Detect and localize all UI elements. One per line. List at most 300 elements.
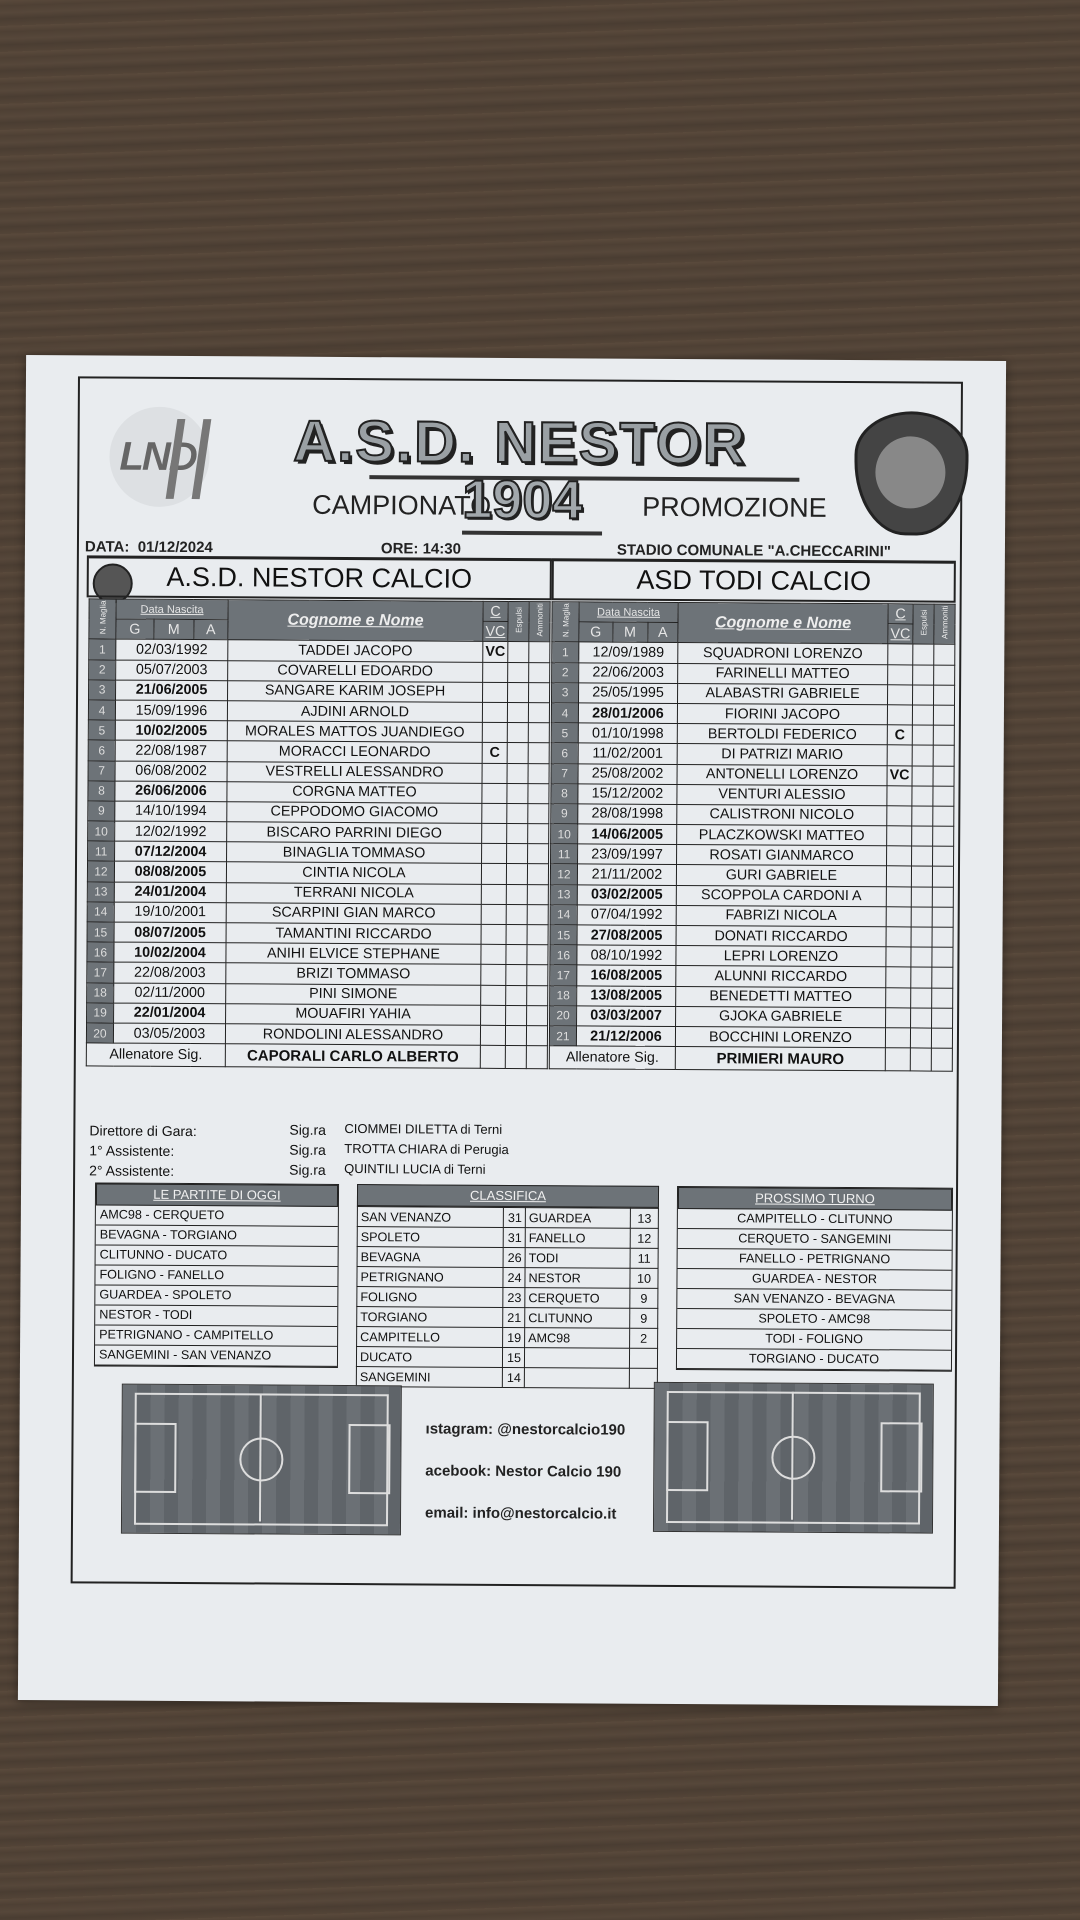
captain-mark <box>887 826 912 846</box>
birth-date: 16/08/2005 <box>577 965 676 986</box>
booked-cell <box>527 884 548 904</box>
officials-block <box>89 1120 949 1185</box>
standings-team: FANELLO <box>525 1228 630 1249</box>
birth-date: 22/08/1987 <box>115 740 227 761</box>
official-title: Sig.ra <box>289 1161 326 1178</box>
booked-cell <box>526 1026 547 1046</box>
table-row <box>550 985 953 1008</box>
standings-team: SAN VENANZO <box>357 1207 503 1228</box>
expelled-cell <box>911 1008 932 1028</box>
expelled-cell <box>506 904 527 924</box>
birth-date: 10/02/2005 <box>115 720 227 741</box>
jersey-number: 14 <box>550 905 577 925</box>
standings-points: 21 <box>503 1307 525 1327</box>
list-item: AMC98 - CERQUETO <box>96 1205 338 1226</box>
birth-date: 21/12/2006 <box>576 1026 675 1047</box>
table-row <box>551 703 954 726</box>
captain-mark <box>885 1028 910 1048</box>
date-row <box>85 538 213 556</box>
player-name: GJOKA GABRIELE <box>676 1006 886 1027</box>
standings-team <box>524 1368 629 1389</box>
table-row <box>87 962 548 985</box>
time-row <box>381 540 461 557</box>
table-row <box>89 680 550 703</box>
expelled-cell <box>507 783 528 803</box>
birth-date: 12/09/1989 <box>579 642 678 663</box>
expelled-cell <box>506 1005 527 1025</box>
expelled-cell <box>912 725 933 745</box>
jersey-number: 10 <box>88 821 115 841</box>
expelled-cell <box>912 786 933 806</box>
expelled-cell <box>507 702 528 722</box>
captain-mark <box>483 662 508 682</box>
captain-mark <box>888 664 913 684</box>
expelled-cell <box>506 945 527 965</box>
expelled-cell <box>912 745 933 765</box>
booked-cell <box>528 803 549 823</box>
coach-cell-e <box>910 1048 931 1071</box>
jersey-number: 3 <box>552 682 579 702</box>
captain-mark <box>886 927 911 947</box>
player-name: BERTOLDI FEDERICO <box>677 724 887 745</box>
list-item: TODI - FOLIGNO <box>677 1329 951 1351</box>
list-item: CLITUNNO - DUCATO <box>96 1245 338 1266</box>
captain-header: C <box>888 604 913 624</box>
expelled-cell <box>507 723 528 743</box>
table-row <box>550 1005 953 1028</box>
standings-points: 13 <box>630 1208 658 1228</box>
player-name: FABRIZI NICOLA <box>676 905 886 926</box>
standings-points: 19 <box>503 1327 525 1347</box>
captain-mark <box>481 985 506 1005</box>
captain-mark <box>886 886 911 906</box>
captain-mark <box>886 987 911 1007</box>
table-row <box>550 945 953 968</box>
coach-cell-c <box>480 1045 505 1068</box>
captain-mark <box>887 846 912 866</box>
coach-cell-c <box>885 1048 910 1071</box>
jersey-number: 13 <box>87 882 114 902</box>
standings-title: CLASSIFICA <box>357 1184 659 1208</box>
booked-cell <box>528 824 549 844</box>
jersey-number: 20 <box>550 1005 577 1025</box>
official-role: 1° Assistente: <box>89 1142 175 1159</box>
expelled-cell <box>912 826 933 846</box>
facebook-link[interactable]: acebook: Nestor Calcio 190 <box>425 1462 622 1481</box>
table-row <box>552 642 955 665</box>
captain-mark <box>886 907 911 927</box>
table-row <box>87 902 548 925</box>
coach-label: Allenatore Sig. <box>549 1046 675 1070</box>
booked-cell <box>527 965 548 985</box>
player-name: TADDEI JACOPO <box>228 640 483 662</box>
captain-mark <box>482 803 507 823</box>
year-underline <box>462 531 602 536</box>
booked-header-label: Ammoniti <box>939 605 950 640</box>
birth-date-header: Data Nascita <box>579 602 678 623</box>
jersey-number-header-label: N. Maglia <box>560 603 571 638</box>
campionato-label: CAMPIONATO <box>312 489 492 521</box>
expelled-cell <box>508 662 529 682</box>
coach-cell-a <box>526 1046 547 1069</box>
booked-header <box>529 602 550 643</box>
table-row <box>551 804 954 827</box>
captain-header: C <box>483 601 508 621</box>
jersey-number: 1 <box>552 642 579 662</box>
table-row <box>87 982 548 1005</box>
table-row <box>88 700 549 723</box>
standings-points: 10 <box>630 1268 658 1288</box>
expelled-cell <box>912 765 933 785</box>
year-header: A <box>194 620 228 640</box>
table-row <box>87 942 548 965</box>
birth-date: 12/02/1992 <box>115 821 227 842</box>
roster-header-row <box>552 602 955 625</box>
captain-mark <box>886 1008 911 1028</box>
jersey-number-header-label: N. Maglia <box>97 600 108 635</box>
jersey-number: 21 <box>549 1026 576 1046</box>
birth-date: 11/02/2001 <box>578 743 677 764</box>
birth-date: 15/12/2002 <box>578 784 677 805</box>
standings-team: TODI <box>525 1248 630 1269</box>
list-item: BEVAGNA - TORGIANO <box>96 1225 338 1246</box>
captain-mark <box>483 682 508 702</box>
table-row <box>89 639 550 662</box>
jersey-number: 4 <box>88 700 115 720</box>
birth-date: 07/12/2004 <box>115 841 227 862</box>
expelled-header-label: Espulsi <box>918 609 929 636</box>
expelled-cell <box>507 743 528 763</box>
player-name: CEPPODOMO GIACOMO <box>227 802 482 824</box>
booked-cell <box>933 725 954 745</box>
venue: STADIO COMUNALE "A.CHECCARINI" <box>616 541 891 561</box>
lnd-logo-text: LND <box>119 434 196 480</box>
jersey-number-header <box>552 602 579 643</box>
jersey-number: 15 <box>87 922 114 942</box>
player-name: DONATI RICCARDO <box>676 926 886 947</box>
expelled-cell <box>912 846 933 866</box>
booked-cell <box>934 644 955 664</box>
jersey-number: 16 <box>87 942 114 962</box>
standings-row <box>357 1247 658 1269</box>
today-matches-box <box>94 1182 339 1367</box>
table-row <box>88 801 549 824</box>
list-item: CERQUETO - SANGEMINI <box>678 1229 952 1251</box>
captain-mark <box>888 644 913 664</box>
player-name: SANGARE KARIM JOSEPH <box>228 681 483 703</box>
vice-captain-header: VC <box>483 622 508 642</box>
birth-date: 08/10/1992 <box>577 945 676 966</box>
expelled-cell <box>911 987 932 1007</box>
captain-mark <box>482 722 507 742</box>
list-item: TORGIANO - DUCATO <box>677 1349 951 1371</box>
table-row <box>550 965 953 988</box>
birth-date: 23/09/1997 <box>578 844 677 865</box>
birth-date: 28/01/2006 <box>578 703 677 724</box>
table-row <box>88 841 549 864</box>
standings-points: 26 <box>503 1247 525 1267</box>
player-name: SCOPPOLA CARDONI A <box>676 885 886 906</box>
year-header: A <box>648 623 678 643</box>
booked-cell <box>932 907 953 927</box>
today-matches-title: LE PARTITE DI OGGI <box>96 1183 338 1206</box>
player-name: CALISTRONI NICOLO <box>677 804 887 825</box>
standings-points: 2 <box>630 1328 658 1348</box>
player-name: MOUAFIRI YAHIA <box>226 1004 481 1026</box>
standings-team: GUARDEA <box>525 1208 630 1229</box>
player-name: BENEDETTI MATTEO <box>676 986 886 1007</box>
birth-date: 26/06/2006 <box>115 781 227 802</box>
player-name: ALABASTRI GABRIELE <box>678 683 888 704</box>
booked-cell <box>932 1008 953 1028</box>
birth-date: 08/08/2005 <box>114 862 226 883</box>
booked-cell <box>528 743 549 763</box>
player-name: TERRANI NICOLA <box>226 882 481 904</box>
expelled-cell <box>913 665 934 685</box>
player-name: FIORINI JACOPO <box>677 703 887 724</box>
table-row <box>552 662 955 685</box>
time-value: 14:30 <box>422 540 462 558</box>
booked-cell <box>528 783 549 803</box>
player-name: ANTONELLI LORENZO <box>677 764 887 785</box>
official-name: CIOMMEI DILETTA di Terni <box>344 1120 503 1137</box>
captain-mark <box>887 785 912 805</box>
player-name: BRIZI TOMMASO <box>226 963 481 985</box>
standings-row <box>357 1307 658 1329</box>
official-role: 2° Assistente: <box>89 1162 175 1179</box>
expelled-cell <box>506 864 527 884</box>
pitch-right-image <box>653 1382 934 1534</box>
table-row <box>552 682 955 705</box>
player-name: SQUADRONI LORENZO <box>678 643 888 664</box>
birth-date: 21/06/2005 <box>116 680 228 701</box>
player-name: VENTURI ALESSIO <box>677 784 887 805</box>
player-name: CORGNA MATTEO <box>227 781 482 803</box>
standings-team: SANGEMINI <box>356 1367 502 1388</box>
away-roster-table <box>549 601 956 1072</box>
email-link[interactable]: email: info@nestorcalcio.it <box>424 1504 617 1523</box>
captain-mark <box>887 806 912 826</box>
expelled-header <box>508 601 529 642</box>
table-row <box>89 659 550 682</box>
captain-mark <box>482 823 507 843</box>
expelled-cell <box>507 803 528 823</box>
official-role: Direttore di Gara: <box>89 1122 197 1140</box>
away-team-name: ASD TODI CALCIO <box>552 558 956 602</box>
birth-date: 21/11/2002 <box>577 864 676 885</box>
booked-cell <box>527 864 548 884</box>
jersey-number: 15 <box>550 925 577 945</box>
jersey-number: 7 <box>551 763 578 783</box>
birth-date-header: Data Nascita <box>116 599 228 620</box>
coach-name: CAPORALI CARLO ALBERTO <box>225 1044 480 1069</box>
booked-cell <box>933 846 954 866</box>
coach-row <box>86 1043 547 1069</box>
birth-date: 03/02/2005 <box>577 885 676 906</box>
birth-date: 22/06/2003 <box>579 662 678 683</box>
jersey-number: 9 <box>88 801 115 821</box>
captain-mark <box>886 866 911 886</box>
standings-team: AMC98 <box>525 1328 630 1349</box>
expelled-cell <box>910 1028 931 1048</box>
booked-cell <box>933 826 954 846</box>
expelled-cell <box>508 682 529 702</box>
expelled-cell <box>911 927 932 947</box>
booked-cell <box>933 745 954 765</box>
captain-mark <box>887 745 912 765</box>
booked-cell <box>934 665 955 685</box>
player-name: PLACZKOWSKI MATTEO <box>677 825 887 846</box>
home-roster-table <box>86 598 551 1069</box>
jersey-number: 16 <box>550 945 577 965</box>
jersey-number: 1 <box>89 639 116 659</box>
list-item: FANELLO - PETRIGNANO <box>678 1249 952 1271</box>
booked-cell <box>932 927 953 947</box>
standings-points: 9 <box>630 1308 658 1328</box>
list-item: SPOLETO - AMC98 <box>677 1309 951 1331</box>
birth-date: 02/11/2000 <box>114 983 226 1004</box>
standings-points: 9 <box>630 1288 658 1308</box>
standings-team: FOLIGNO <box>357 1287 503 1308</box>
booked-cell <box>528 723 549 743</box>
day-header: G <box>579 622 613 642</box>
booked-cell <box>933 806 954 826</box>
birth-date: 03/05/2003 <box>113 1023 225 1044</box>
booked-cell <box>933 766 954 786</box>
player-name: LEPRI LORENZO <box>676 946 886 967</box>
captain-mark <box>481 864 506 884</box>
list-item: NESTOR - TODI <box>95 1305 337 1326</box>
coach-row <box>549 1046 952 1071</box>
standings-row <box>357 1327 658 1349</box>
booked-cell <box>933 685 954 705</box>
month-header: M <box>612 622 647 642</box>
captain-mark: VC <box>483 642 508 662</box>
booked-cell <box>528 703 549 723</box>
captain-mark <box>481 924 506 944</box>
table-row <box>87 922 548 945</box>
booked-cell <box>932 947 953 967</box>
next-round-title: PROSSIMO TURNO <box>678 1187 952 1211</box>
player-name: BISCARO PARRINI DIEGO <box>227 822 482 844</box>
table-row <box>87 1003 548 1026</box>
expelled-cell <box>506 985 527 1005</box>
standings-team: CLITUNNO <box>525 1308 630 1329</box>
day-header: G <box>116 619 154 639</box>
expelled-cell <box>911 967 932 987</box>
birth-date: 25/05/1995 <box>579 683 678 704</box>
standings-points: 23 <box>503 1287 525 1307</box>
expelled-cell <box>506 884 527 904</box>
jersey-number: 14 <box>87 902 114 922</box>
standings-points: 31 <box>504 1227 526 1247</box>
jersey-number: 3 <box>89 680 116 700</box>
booked-cell <box>529 662 550 682</box>
birth-date: 08/07/2005 <box>114 922 226 943</box>
captain-mark <box>482 783 507 803</box>
standings-team: SPOLETO <box>357 1227 503 1248</box>
player-name: TAMANTINI RICCARDO <box>226 923 481 945</box>
jersey-number: 5 <box>88 720 115 740</box>
table-row <box>88 781 549 804</box>
expelled-cell <box>912 806 933 826</box>
captain-mark <box>481 965 506 985</box>
table-row <box>88 821 549 844</box>
expelled-cell <box>911 887 932 907</box>
standings-team: PETRIGNANO <box>357 1267 503 1288</box>
captain-mark <box>480 1025 505 1045</box>
table-row <box>87 861 548 884</box>
table-row <box>551 783 954 806</box>
roster-header-row <box>89 599 550 622</box>
player-name: RONDOLINI ALESSANDRO <box>225 1024 480 1046</box>
booked-cell <box>527 945 548 965</box>
birth-date: 22/08/2003 <box>114 962 226 983</box>
jersey-number: 13 <box>550 884 577 904</box>
standings-team: CERQUETO <box>525 1288 630 1309</box>
standings-team: CAMPITELLO <box>357 1327 503 1348</box>
year-label: 1904 <box>462 469 583 531</box>
standings-team: BEVAGNA <box>357 1247 503 1268</box>
expelled-cell <box>911 866 932 886</box>
player-name: ALUNNI RICCARDO <box>676 966 886 987</box>
coach-name: PRIMIERI MAURO <box>675 1047 885 1071</box>
birth-date: 05/07/2003 <box>116 660 228 681</box>
jersey-number: 5 <box>551 723 578 743</box>
jersey-number: 20 <box>86 1023 113 1043</box>
player-name: DI PATRIZI MARIO <box>677 744 887 765</box>
booked-cell <box>528 844 549 864</box>
jersey-number: 8 <box>88 781 115 801</box>
booked-cell <box>527 985 548 1005</box>
list-item: GUARDEA - SPOLETO <box>95 1285 337 1306</box>
birth-date: 27/08/2005 <box>577 925 676 946</box>
booked-header <box>934 604 955 645</box>
player-name: MORALES MATTOS JUANDIEGO <box>227 721 482 743</box>
jersey-number: 6 <box>88 740 115 760</box>
table-row <box>550 864 953 887</box>
jersey-number: 7 <box>88 760 115 780</box>
birth-date: 28/08/1998 <box>578 804 677 825</box>
official-title: Sig.ra <box>289 1141 326 1158</box>
table-row <box>551 743 954 766</box>
jersey-number-header <box>89 599 116 640</box>
jersey-number: 10 <box>551 824 578 844</box>
standings-row <box>357 1287 658 1309</box>
table-row <box>550 925 953 948</box>
pitch-left-image <box>121 1384 402 1536</box>
standings-row <box>357 1207 658 1229</box>
booked-cell <box>932 967 953 987</box>
table-row <box>88 720 549 743</box>
captain-mark <box>887 705 912 725</box>
captain-mark <box>481 904 506 924</box>
next-round-box <box>676 1186 953 1372</box>
captain-mark <box>887 685 912 705</box>
list-item: GUARDEA - NESTOR <box>677 1269 951 1291</box>
list-item: SAN VENANZO - BEVAGNA <box>677 1289 951 1311</box>
table-row <box>551 844 954 867</box>
expelled-cell <box>911 947 932 967</box>
birth-date: 01/10/1998 <box>578 723 677 744</box>
table-row <box>88 740 549 763</box>
jersey-number: 8 <box>551 783 578 803</box>
list-item: FOLIGNO - FANELLO <box>95 1265 337 1286</box>
jersey-number: 18 <box>87 982 114 1002</box>
instagram-link[interactable]: ıstagram: @nestorcalcio190 <box>425 1420 626 1439</box>
name-header: Cognome e Nome <box>228 600 483 642</box>
booked-cell <box>529 642 550 662</box>
